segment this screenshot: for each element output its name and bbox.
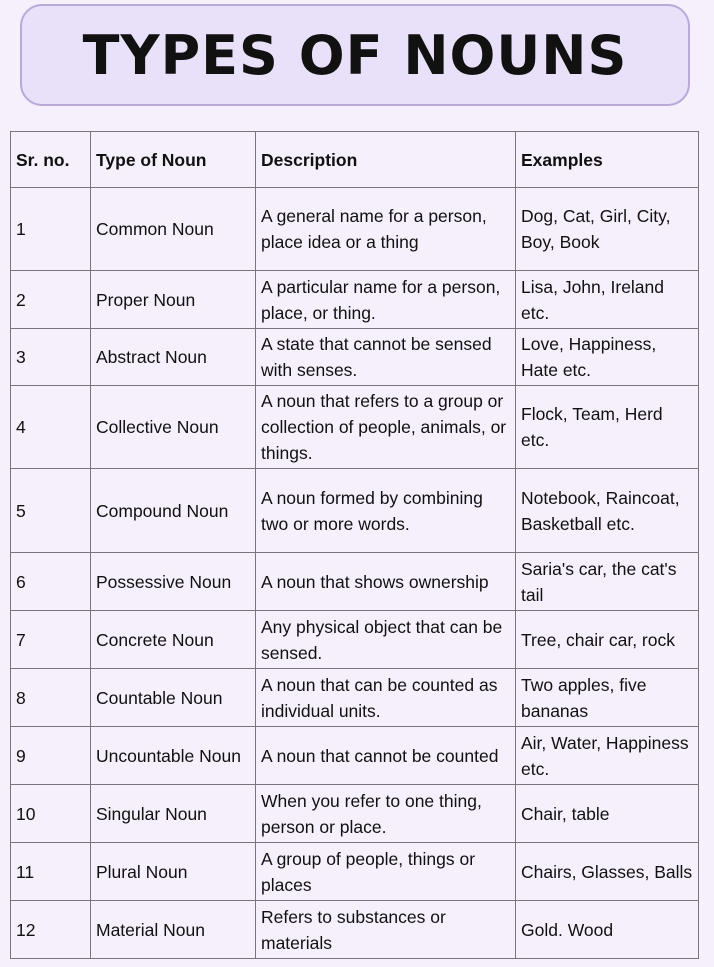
cell-no: 10 <box>11 785 91 843</box>
cell-description: A noun that shows ownership <box>256 553 516 611</box>
title-banner <box>20 4 690 106</box>
cell-type: Uncountable Noun <box>91 727 256 785</box>
cell-no: 2 <box>11 271 91 329</box>
table-row <box>11 785 699 843</box>
table-row <box>11 611 699 669</box>
cell-examples: Air, Water, Happiness etc. <box>516 727 699 785</box>
cell-description: A state that cannot be sensed with senses. <box>256 329 516 386</box>
cell-type: Concrete Noun <box>91 611 256 669</box>
table-row <box>11 329 699 386</box>
cell-examples: Gold. Wood <box>516 901 699 959</box>
cell-type: Singular Noun <box>91 785 256 843</box>
table-row <box>11 271 699 329</box>
cell-description: A particular name for a person, place, or thing. <box>256 271 516 329</box>
cell-type: Common Noun <box>91 188 256 271</box>
cell-no: 1 <box>11 188 91 271</box>
table-row <box>11 843 699 901</box>
header-description: Description <box>256 132 516 188</box>
cell-type: Material Noun <box>91 901 256 959</box>
cell-no: 3 <box>11 329 91 386</box>
cell-description: A noun formed by combining two or more words. <box>256 469 516 553</box>
page-title: TYPES OF NOUNS <box>82 23 628 87</box>
cell-type: Countable Noun <box>91 669 256 727</box>
header-sr-no: Sr. no. <box>11 132 91 188</box>
cell-examples: Love, Happiness, Hate etc. <box>516 329 699 386</box>
cell-no: 6 <box>11 553 91 611</box>
nouns-table <box>10 131 699 959</box>
cell-examples: Two apples, five bananas <box>516 669 699 727</box>
header-examples: Examples <box>516 132 699 188</box>
table-row <box>11 901 699 959</box>
cell-no: 11 <box>11 843 91 901</box>
cell-examples: Chair, table <box>516 785 699 843</box>
cell-examples: Notebook, Raincoat, Basketball etc. <box>516 469 699 553</box>
cell-type: Collective Noun <box>91 386 256 469</box>
cell-no: 12 <box>11 901 91 959</box>
cell-description: When you refer to one thing, person or place. <box>256 785 516 843</box>
cell-type: Possessive Noun <box>91 553 256 611</box>
cell-examples: Chairs, Glasses, Balls <box>516 843 699 901</box>
cell-no: 8 <box>11 669 91 727</box>
cell-no: 4 <box>11 386 91 469</box>
header-type: Type of Noun <box>91 132 256 188</box>
cell-examples: Saria's car, the cat's tail <box>516 553 699 611</box>
cell-description: A noun that refers to a group or collection of people, animals, or things. <box>256 386 516 469</box>
cell-description: A noun that can be counted as individual units. <box>256 669 516 727</box>
cell-description: A noun that cannot be counted <box>256 727 516 785</box>
cell-examples: Tree, chair car, rock <box>516 611 699 669</box>
cell-no: 9 <box>11 727 91 785</box>
cell-type: Compound Noun <box>91 469 256 553</box>
cell-description: Refers to substances or materials <box>256 901 516 959</box>
cell-description: A group of people, things or places <box>256 843 516 901</box>
cell-type: Proper Noun <box>91 271 256 329</box>
table-row <box>11 188 699 271</box>
cell-examples: Lisa, John, Ireland etc. <box>516 271 699 329</box>
table-row <box>11 669 699 727</box>
header-row <box>11 132 699 188</box>
cell-no: 7 <box>11 611 91 669</box>
cell-no: 5 <box>11 469 91 553</box>
table-row <box>11 553 699 611</box>
cell-type: Abstract Noun <box>91 329 256 386</box>
table-row <box>11 469 699 553</box>
table-row <box>11 727 699 785</box>
cell-examples: Flock, Team, Herd etc. <box>516 386 699 469</box>
cell-type: Plural Noun <box>91 843 256 901</box>
cell-examples: Dog, Cat, Girl, City, Boy, Book <box>516 188 699 271</box>
table-row <box>11 386 699 469</box>
cell-description: Any physical object that can be sensed. <box>256 611 516 669</box>
cell-description: A general name for a person, place idea or a thing <box>256 188 516 271</box>
